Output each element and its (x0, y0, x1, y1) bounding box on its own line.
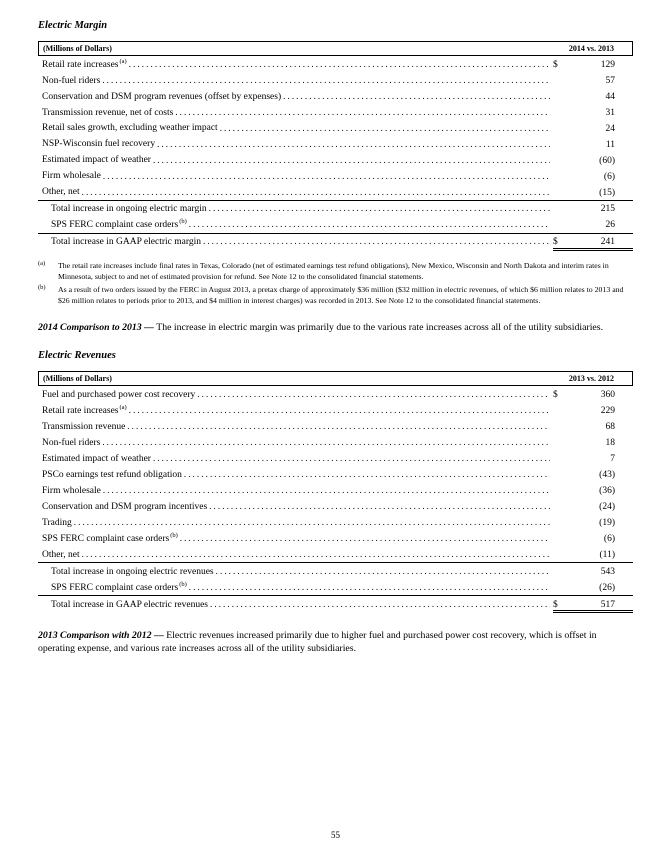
footnote-text: As a result of two orders issued by the FERC in August 2013, a pretax charge of approximately $36 million ($32 million in electric revenues, of which $6 million relates to 2013 and $26 million relates to periods prior to 2013, and $4 million in interest charges) was recorded in 2013. See Note 12 to the consolidated financial statements. (58, 285, 624, 306)
row-label-text: Conservation and DSM program revenues (offset by expenses) (42, 91, 282, 102)
row-label-text: Firm wholesale (42, 486, 101, 497)
row-amount: (60) (599, 155, 615, 166)
row-label-text: Total increase in GAAP electric margin (51, 237, 201, 248)
table-row (38, 184, 633, 200)
table-header-right: 2013 vs. 2012 (568, 374, 614, 384)
row-values (553, 390, 633, 401)
row-label (42, 404, 127, 417)
table-row (38, 418, 633, 434)
electric-margin-heading: Electric Margin (38, 20, 108, 31)
row-label (42, 137, 155, 150)
dollar-sign: $ (553, 59, 558, 70)
dot-leader (203, 236, 550, 246)
row-amount: (6) (603, 533, 615, 544)
dot-leader (210, 599, 550, 609)
table-row (38, 168, 633, 184)
comparison-paragraph (38, 321, 633, 334)
row-label-text: Fuel and purchased power cost recovery (42, 390, 196, 401)
row-amount: 543 (600, 566, 615, 577)
paragraph-lead: 2014 Comparison to 2013 — (38, 322, 154, 334)
dot-leader (103, 485, 550, 495)
row-amount: (43) (599, 470, 615, 481)
row-label (42, 565, 214, 578)
row-label-text: Firm wholesale (42, 171, 101, 182)
paragraph-body: The increase in electric margin was primarily due to the various rate increases across all of the utility subsidiaries. (156, 322, 604, 334)
row-label (42, 74, 100, 87)
row-label (42, 235, 201, 248)
row-label-text: NSP-Wisconsin fuel recovery (42, 139, 156, 150)
row-values (553, 140, 633, 151)
row-label (42, 185, 80, 198)
row-amount: (11) (599, 549, 615, 560)
row-values (553, 92, 633, 103)
row-label-text: Non-fuel riders (42, 75, 101, 86)
row-label (42, 581, 187, 594)
row-values (553, 422, 633, 433)
row-label (42, 106, 173, 119)
footnote-marker: (b) (38, 284, 46, 292)
table-row (38, 56, 633, 72)
dot-leader (184, 469, 550, 479)
table-header-row (38, 41, 633, 56)
row-values (553, 60, 633, 71)
row-label-text: SPS FERC complaint case orders (51, 582, 179, 593)
paragraph-body: Electric revenues increased primarily due to higher fuel and purchased power cost recovery, which is offset in operating expense, and various rate increases across all of the utility subsidiaries. (38, 630, 597, 655)
dot-leader (197, 389, 550, 399)
table-row (38, 546, 633, 562)
table-row (38, 104, 633, 120)
dot-leader (102, 75, 550, 85)
table-row (38, 88, 633, 104)
row-amount: 229 (600, 406, 615, 417)
row-values (553, 237, 633, 251)
dot-leader (103, 171, 550, 181)
table-row (38, 120, 633, 136)
table-row (38, 466, 633, 482)
dot-leader (209, 203, 550, 213)
dollar-sign: $ (553, 390, 558, 401)
row-values (553, 600, 633, 614)
row-values (553, 534, 633, 545)
table-header-right: 2014 vs. 2013 (568, 44, 614, 53)
row-values (553, 204, 633, 215)
row-label-text: Estimated impact of weather (42, 155, 151, 166)
table-header-left: (Millions of Dollars) (43, 44, 112, 53)
table-row (38, 514, 633, 530)
row-label-text: Retail rate increases (42, 59, 119, 70)
row-values (553, 518, 633, 529)
row-amount: (6) (603, 171, 615, 182)
paragraph-lead: 2013 Comparison with 2012 — (38, 630, 164, 642)
row-label (42, 169, 101, 182)
row-label (42, 500, 207, 513)
row-values (553, 550, 633, 561)
row-label-text: SPS FERC complaint case orders (51, 220, 179, 231)
dot-leader (180, 533, 550, 543)
table-header-row (38, 371, 633, 386)
row-label (42, 90, 281, 103)
comparison-paragraph (38, 629, 633, 655)
table-row (38, 498, 633, 514)
table-row (38, 217, 633, 233)
row-label (42, 388, 195, 401)
table-row (38, 72, 633, 88)
row-amount: 129 (600, 59, 615, 70)
row-label-text: Non-fuel riders (42, 438, 101, 449)
table-row (38, 530, 633, 546)
row-amount: 215 (600, 204, 615, 215)
table-row-total (38, 233, 633, 253)
dollar-sign: $ (553, 599, 558, 610)
row-amount: 517 (600, 599, 615, 610)
row-amount: 7 (610, 454, 615, 465)
dot-leader (153, 453, 550, 463)
row-amount: (36) (599, 486, 615, 497)
table-row (38, 450, 633, 466)
row-amount: (24) (599, 502, 615, 512)
row-label-text: Total increase in ongoing electric revenues (51, 566, 214, 577)
table-row (38, 434, 633, 450)
dot-leader (129, 59, 550, 69)
row-label-text: PSCo earnings test refund obligation (42, 470, 182, 481)
dot-leader (82, 549, 550, 559)
row-label (42, 452, 151, 465)
table-row-subtotal (38, 562, 633, 579)
row-label (42, 58, 127, 71)
table-header-left: (Millions of Dollars) (43, 374, 112, 384)
dot-leader (175, 107, 550, 117)
row-amount: 31 (605, 107, 615, 118)
row-values (553, 172, 633, 183)
row-label-text: Other, net (42, 549, 80, 560)
dot-leader (82, 187, 550, 197)
dot-leader (189, 219, 550, 229)
row-label-text: Transmission revenue (42, 422, 126, 433)
dot-leader (189, 582, 550, 592)
row-values (553, 188, 633, 199)
row-label-text: Estimated impact of weather (42, 454, 151, 465)
row-label (42, 548, 80, 561)
footnote (38, 261, 633, 283)
row-amount: 44 (605, 91, 615, 102)
dot-leader (129, 405, 550, 415)
row-amount: 68 (605, 422, 615, 433)
row-amount: (19) (599, 517, 615, 528)
row-amount: (26) (599, 582, 615, 593)
electric-margin-table (38, 41, 633, 253)
dot-leader (74, 517, 550, 527)
table-row-total (38, 595, 633, 615)
row-label (42, 420, 125, 433)
dot-leader (153, 155, 550, 165)
page-number: 55 (331, 830, 340, 840)
row-values (553, 108, 633, 119)
row-label-text: Transmission revenue, net of costs (42, 107, 174, 118)
dot-leader (157, 139, 550, 149)
row-values (553, 470, 633, 481)
dot-leader (209, 501, 550, 511)
row-values (553, 406, 633, 417)
row-label (42, 153, 151, 166)
row-values (553, 220, 633, 231)
table-row (38, 152, 633, 168)
table-row (38, 482, 633, 498)
row-label (42, 468, 182, 481)
footnote-ref: (a) (119, 57, 127, 65)
footnote-text: The retail rate increases include final rates in Texas, Colorado (net of estimated earnings test refund obligations), New Mexico, Wisconsin and North Dakota and interim rates in Minnesota, subject to and net of estimated provision for refund. See Note 12 to the consolidated financial statements. (58, 260, 609, 281)
row-amount: 360 (600, 390, 615, 401)
row-values (553, 502, 633, 513)
row-label (42, 532, 178, 545)
row-amount: 18 (605, 438, 615, 449)
electric-revenues-heading: Electric Revenues (38, 350, 116, 362)
row-values (553, 438, 633, 449)
table-row (38, 136, 633, 152)
row-amount: (15) (599, 187, 615, 198)
row-values (553, 156, 633, 167)
row-label-text: Total increase in GAAP electric revenues (51, 599, 208, 610)
row-values (553, 567, 633, 578)
row-amount: 26 (605, 220, 615, 231)
row-label (42, 436, 100, 449)
row-values (553, 76, 633, 87)
footnote-ref: (b) (179, 580, 187, 588)
row-label (42, 516, 72, 529)
row-amount: 24 (605, 123, 615, 134)
row-label-text: Conservation and DSM program incentives (42, 502, 208, 512)
table-row (38, 386, 633, 402)
row-label-text: Retail rate increases (42, 406, 119, 417)
dot-leader (220, 123, 550, 133)
row-label (42, 598, 208, 611)
row-label-text: Total increase in ongoing electric margin (51, 204, 207, 215)
row-label (42, 202, 207, 215)
dot-leader (283, 91, 550, 101)
row-label (42, 218, 187, 231)
footnotes (38, 261, 633, 308)
footnote-ref: (b) (179, 218, 187, 226)
row-values (553, 454, 633, 465)
dollar-sign: $ (553, 237, 558, 248)
row-values (553, 124, 633, 135)
row-values (553, 583, 633, 594)
row-values (553, 486, 633, 497)
table-row (38, 579, 633, 595)
row-label (42, 121, 218, 134)
dot-leader (127, 421, 550, 431)
table-row (38, 402, 633, 418)
row-amount: 57 (605, 75, 615, 86)
dot-leader (102, 437, 550, 447)
footnote (38, 285, 633, 307)
table-row-subtotal (38, 200, 633, 217)
row-amount: 241 (600, 237, 615, 248)
footnote-ref: (a) (119, 404, 127, 412)
row-amount: 11 (605, 139, 615, 150)
row-label-text: Retail sales growth, excluding weather impact (42, 123, 218, 134)
dot-leader (216, 566, 550, 576)
row-label-text: Other, net (42, 187, 80, 198)
row-label-text: SPS FERC complaint case orders (42, 533, 170, 544)
footnote-ref: (b) (170, 531, 178, 539)
row-label (42, 484, 101, 497)
row-label-text: Trading (42, 517, 72, 528)
electric-revenues-table (38, 371, 633, 615)
footnote-marker: (a) (38, 259, 46, 267)
